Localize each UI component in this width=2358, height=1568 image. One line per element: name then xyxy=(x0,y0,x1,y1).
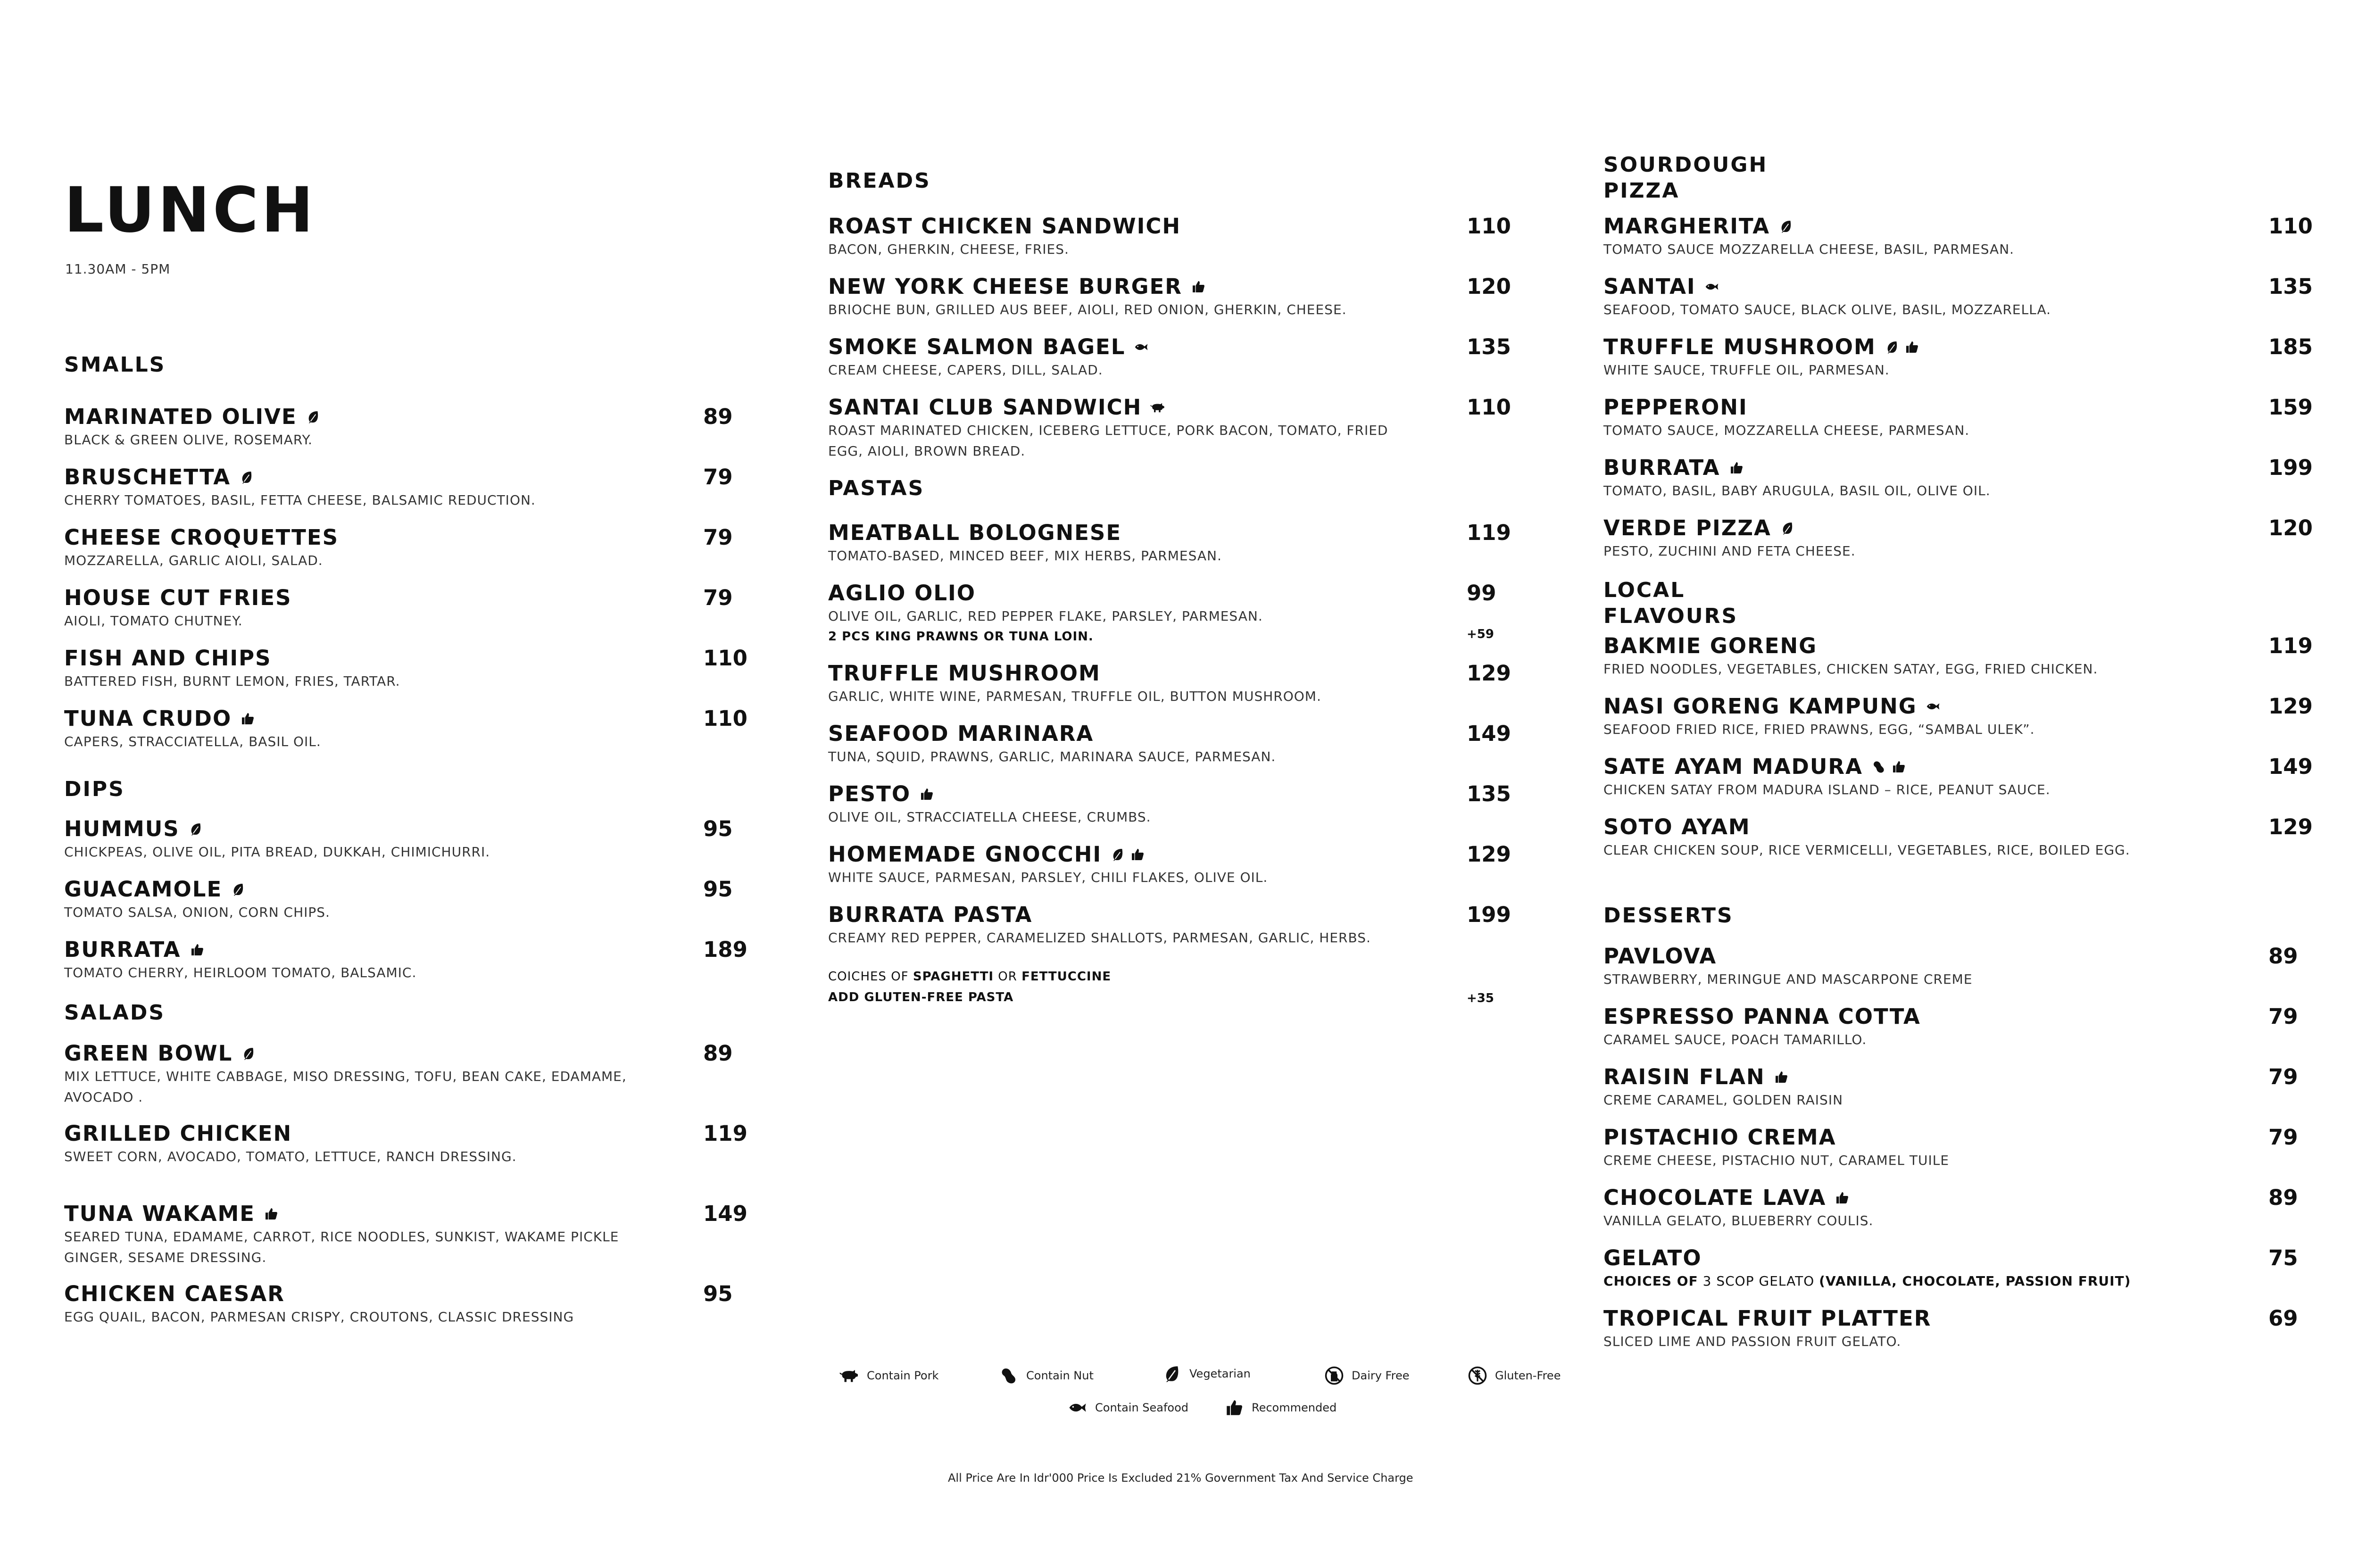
menu-item-description: SEAFOOD, TOMATO SAUCE, BLACK OLIVE, BASIL, MOZZARELLA. xyxy=(1603,302,2051,317)
menu-item-price: 95 xyxy=(703,1281,733,1306)
menu-item-price: 79 xyxy=(703,525,733,550)
menu-item-name-row xyxy=(64,1041,256,1066)
recommended-icon xyxy=(190,942,205,957)
menu-item-name-row xyxy=(1603,634,1817,658)
menu-item-name-row xyxy=(64,706,255,731)
menu-item-name: TRUFFLE MUSHROOM xyxy=(1603,334,1876,359)
menu-item-description: BATTERED FISH, BURNT LEMON, FRIES, TARTAR. xyxy=(64,673,400,689)
vegetarian-icon xyxy=(188,821,203,837)
menu-item xyxy=(1603,1125,2334,1171)
menu-item-name: CHEESE CROQUETTES xyxy=(64,525,339,550)
pasta-choice-spaghetti: SPAGHETTI xyxy=(913,970,994,984)
menu-item-description: ROAST MARINATED CHICKEN, ICEBERG LETTUCE, PORK BACON, TOMATO, FRIED EGG, AIOLI, BROWN BREAD. xyxy=(828,423,1388,459)
menu-item-description: TOMATO CHERRY, HEIRLOOM TOMATO, BALSAMIC. xyxy=(64,965,417,980)
menu-item-name-row xyxy=(1603,1306,1931,1331)
menu-item xyxy=(1603,1246,2334,1292)
menu-item xyxy=(1603,944,2334,990)
menu-item xyxy=(828,395,1512,462)
menu-item-icons xyxy=(1134,340,1149,355)
menu-item-icons xyxy=(190,942,205,957)
gluten-free-pasta-price: +35 xyxy=(1467,991,1494,1005)
menu-item-icons xyxy=(1926,699,1941,714)
menu-item-name-row xyxy=(1603,274,1719,299)
menu-item-description: OLIVE OIL, STRACCIATELLA CHEESE, CRUMBS. xyxy=(828,809,1151,825)
menu-item-name: PEPPERONI xyxy=(1603,395,1748,420)
pasta-choices-note xyxy=(828,967,1111,987)
menu-item-description: BACON, GHERKIN, CHEESE, FRIES. xyxy=(828,241,1069,257)
menu-item-description: TUNA, SQUID, PRAWNS, GARLIC, MARINARA SAUCE, PARMESAN. xyxy=(828,749,1276,764)
menu-item-name-row xyxy=(828,782,934,806)
menu-item-name: HUMMUS xyxy=(64,816,180,841)
menu-item-icons xyxy=(1191,279,1206,294)
menu-item-icons xyxy=(188,821,203,837)
recommended-icon xyxy=(1904,340,1919,355)
menu-item-name-row xyxy=(64,646,272,671)
menu-item-price: 89 xyxy=(2268,944,2298,969)
menu-item-name-row xyxy=(64,817,203,841)
menu-item xyxy=(828,581,1512,647)
menu-item-price: 149 xyxy=(2268,754,2313,779)
recommended-icon xyxy=(1891,759,1906,774)
menu-item-description: CLEAR CHICKEN SOUP, RICE VERMICELLI, VEGETABLES, RICE, BOILED EGG. xyxy=(1603,842,2130,858)
menu-item-price: 79 xyxy=(2268,1125,2298,1150)
legend-dairy-free xyxy=(1324,1366,1409,1385)
menu-item xyxy=(828,214,1512,260)
menu-item-description: MOZZARELLA, GARLIC AIOLI, SALAD. xyxy=(64,553,323,568)
menu-item-name-row xyxy=(64,465,254,489)
menu-item-icons xyxy=(1835,1190,1850,1205)
menu-item-name: NEW YORK CHEESE BURGER xyxy=(828,274,1182,299)
menu-item-price: 79 xyxy=(2268,1064,2298,1089)
menu-item xyxy=(64,465,748,511)
menu-item-price: 95 xyxy=(703,877,733,902)
menu-item-price: 199 xyxy=(2268,455,2313,480)
menu-item-icons xyxy=(1871,759,1906,774)
menu-item xyxy=(1603,634,2334,680)
seafood-icon xyxy=(1926,699,1941,714)
menu-item-name: ROAST CHICKEN SANDWICH xyxy=(828,214,1181,239)
menu-item-price: 135 xyxy=(1467,334,1511,359)
menu-item xyxy=(1603,456,2334,501)
menu-item xyxy=(1603,335,2334,381)
menu-item xyxy=(64,1282,748,1327)
menu-item-description: SWEET CORN, AVOCADO, TOMATO, LETTUCE, RANCH DRESSING. xyxy=(64,1149,517,1164)
menu-item-description: AIOLI, TOMATO CHUTNEY. xyxy=(64,613,243,629)
menu-item-description: BRIOCHE BUN, GRILLED AUS BEEF, AIOLI, RED ONION, GHERKIN, CHEESE. xyxy=(828,302,1347,317)
menu-item-name: GELATO xyxy=(1603,1245,1702,1270)
menu-item-name-row xyxy=(64,877,246,902)
legend-recommended xyxy=(1224,1398,1337,1418)
menu-item-name: CHICKEN CAESAR xyxy=(64,1281,285,1306)
menu-item-name: GRILLED CHICKEN xyxy=(64,1121,292,1146)
menu-item-addon-price: +59 xyxy=(1467,627,1494,641)
section-title-desserts: DESSERTS xyxy=(1603,904,1734,928)
menu-item xyxy=(64,1121,748,1167)
menu-item-name-row xyxy=(828,903,1032,927)
menu-item-name-row xyxy=(1603,1246,1702,1270)
menu-item-description: PESTO, ZUCHINI AND FETA CHEESE. xyxy=(1603,543,1856,559)
menu-item-name: VERDE PIZZA xyxy=(1603,515,1771,540)
menu-item xyxy=(64,817,748,863)
menu-item-name: FISH AND CHIPS xyxy=(64,646,272,671)
menu-item xyxy=(64,405,748,450)
menu-item xyxy=(1603,214,2334,260)
menu-item-name: SATE AYAM MADURA xyxy=(1603,754,1863,779)
vegetarian-icon xyxy=(1110,847,1125,862)
menu-item-name: MARINATED OLIVE xyxy=(64,404,297,429)
menu-item-name: TUNA WAKAME xyxy=(64,1201,256,1226)
menu-item-description: GARLIC, WHITE WINE, PARMESAN, TRUFFLE OIL, BUTTON MUSHROOM. xyxy=(828,689,1321,704)
menu-item-description: SEAFOOD FRIED RICE, FRIED PRAWNS, EGG, “SAMBAL ULEK”. xyxy=(1603,722,2035,737)
menu-item-name-row xyxy=(64,1282,285,1306)
menu-item xyxy=(64,706,748,752)
menu-item-price: 89 xyxy=(2268,1185,2298,1210)
menu-item xyxy=(828,842,1512,888)
menu-item-name: SANTAI CLUB SANDWICH xyxy=(828,395,1142,420)
menu-item-icons xyxy=(1150,400,1165,415)
menu-item-icons xyxy=(306,409,321,424)
recommended-icon xyxy=(264,1206,279,1221)
page-hours: 11.30AM - 5PM xyxy=(65,261,171,277)
menu-item-description: OLIVE OIL, GARLIC, RED PEPPER FLAKE, PARSLEY, PARMESAN. xyxy=(828,608,1263,624)
menu-item-price: 135 xyxy=(1467,781,1511,806)
recommended-icon xyxy=(1191,279,1206,294)
menu-item xyxy=(64,1202,748,1268)
menu-item xyxy=(828,782,1512,828)
legend-gluten-free-label: Gluten-Free xyxy=(1495,1369,1561,1382)
menu-item-name-row xyxy=(1603,815,1751,839)
nut-icon xyxy=(1871,759,1886,774)
vegetarian-icon xyxy=(231,882,246,897)
menu-item-description: SEARED TUNA, EDAMAME, CARROT, RICE NOODLES, SUNKIST, WAKAME PICKLE GINGER, SESAME DRESSING. xyxy=(64,1229,619,1265)
menu-item-description: CREME CARAMEL, GOLDEN RAISIN xyxy=(1603,1092,1843,1108)
menu-item-price: 199 xyxy=(1467,902,1511,927)
menu-item xyxy=(1603,395,2334,441)
menu-item-price: 110 xyxy=(703,646,747,671)
menu-item-price: 110 xyxy=(1467,214,1511,239)
menu-item-price: 69 xyxy=(2268,1306,2298,1331)
menu-item-price: 120 xyxy=(2268,515,2313,540)
vegetarian-icon xyxy=(306,409,321,424)
menu-item-name-row xyxy=(828,395,1165,420)
pork-icon xyxy=(839,1366,859,1385)
menu-item-name-row xyxy=(64,405,321,429)
menu-item-price: 119 xyxy=(1467,520,1511,545)
seafood-icon xyxy=(1068,1398,1088,1418)
pasta-choice-fettuccine: FETTUCCINE xyxy=(1021,970,1112,984)
menu-item-price: 120 xyxy=(1467,274,1511,299)
pork-icon xyxy=(1150,400,1165,415)
menu-item-price: 185 xyxy=(2268,334,2313,359)
section-title-local-flavours: LOCAL FLAVOURS xyxy=(1603,578,1738,628)
menu-item-name-row xyxy=(64,1121,292,1146)
menu-item-description: CARAMEL SAUCE, POACH TAMARILLO. xyxy=(1603,1032,1867,1047)
menu-item-icons xyxy=(239,470,254,485)
menu-item-name: MARGHERITA xyxy=(1603,214,1770,239)
menu-item-name-row xyxy=(1603,214,1793,239)
menu-item-name-row xyxy=(1603,1125,1836,1150)
menu-item xyxy=(828,661,1512,707)
menu-item-name: HOMEMADE GNOCCHI xyxy=(828,842,1102,867)
menu-item-description-prefix: CHOICES OF xyxy=(1603,1273,1698,1289)
menu-item-price: 129 xyxy=(1467,661,1511,686)
menu-item-description: CHERRY TOMATOES, BASIL, FETTA CHEESE, BALSAMIC REDUCTION. xyxy=(64,492,536,508)
menu-item-description: TOMATO SALSA, ONION, CORN CHIPS. xyxy=(64,904,330,920)
menu-item-name: NASI GORENG KAMPUNG xyxy=(1603,694,1917,719)
menu-item xyxy=(64,937,748,983)
section-title-salads: SALADS xyxy=(64,1001,166,1025)
menu-item-price: 129 xyxy=(2268,814,2313,839)
menu-item-name: TRUFFLE MUSHROOM xyxy=(828,661,1101,686)
menu-item-price: 79 xyxy=(703,465,733,489)
legend-nut-label: Contain Nut xyxy=(1026,1369,1094,1382)
menu-item-name-row xyxy=(1603,395,1748,420)
legend-seafood xyxy=(1068,1398,1188,1418)
menu-item-description: SLICED LIME AND PASSION FRUIT GELATO. xyxy=(1603,1334,1901,1349)
menu-item xyxy=(64,877,748,923)
menu-item xyxy=(1603,755,2334,800)
menu-item-name: BURRATA PASTA xyxy=(828,902,1033,927)
menu-item-name-row xyxy=(828,661,1101,686)
menu-column-middle xyxy=(828,0,1512,1415)
menu-item-name: AGLIO OLIO xyxy=(828,581,976,606)
legend-dairy-free-label: Dairy Free xyxy=(1352,1369,1410,1382)
legend-gluten-free xyxy=(1468,1366,1561,1385)
menu-item-price: 129 xyxy=(1467,842,1511,867)
menu-item-name: ESPRESSO PANNA COTTA xyxy=(1603,1004,1921,1029)
menu-item-name-row xyxy=(1603,1004,1921,1029)
nut-icon xyxy=(999,1366,1019,1385)
legend-pork-label: Contain Pork xyxy=(867,1369,939,1382)
legend-vegetarian xyxy=(1162,1364,1251,1384)
menu-item-icons xyxy=(241,1046,256,1061)
menu-item xyxy=(1603,1186,2334,1231)
menu-item-price: 89 xyxy=(703,404,733,429)
menu-item-price: 99 xyxy=(1467,581,1496,606)
menu-item-icons xyxy=(1885,340,1919,355)
section-title-smalls: SMALLS xyxy=(64,353,166,377)
pasta-choices-or: OR xyxy=(998,970,1017,984)
menu-item-description: MIX LETTUCE, WHITE CABBAGE, MISO DRESSING, TOFU, BEAN CAKE, EDAMAME, AVOCADO . xyxy=(64,1069,627,1105)
recommended-icon xyxy=(919,787,934,802)
menu-item-addon: 2 PCS KING PRAWNS OR TUNA LOIN. xyxy=(828,630,1094,644)
recommended-icon xyxy=(1774,1070,1789,1085)
menu-item xyxy=(828,274,1512,320)
menu-item-price: 159 xyxy=(2268,395,2313,420)
menu-item-icons xyxy=(1729,460,1744,475)
menu-item-name: PESTO xyxy=(828,781,911,806)
menu-item-description: CREAMY RED PEPPER, CARAMELIZED SHALLOTS, PARMESAN, GARLIC, HERBS. xyxy=(828,930,1371,946)
menu-item-description: TOMATO SAUCE MOZZARELLA CHEESE, BASIL, PARMESAN. xyxy=(1603,241,2015,257)
menu-item-description: STRAWBERRY, MERINGUE AND MASCARPONE CREME xyxy=(1603,971,1973,987)
menu-item xyxy=(1603,1306,2334,1352)
menu-item-description: BLACK & GREEN OLIVE, ROSEMARY. xyxy=(64,432,313,448)
recommended-icon xyxy=(240,711,255,726)
menu-item-name-row xyxy=(1603,1186,1850,1210)
menu-item-description: CREME CHEESE, PISTACHIO NUT, CARAMEL TUILE xyxy=(1603,1153,1950,1168)
menu-column-left xyxy=(64,0,748,1415)
menu-item-name-row xyxy=(828,842,1145,867)
menu-item-description: CREAM CHEESE, CAPERS, DILL, SALAD. xyxy=(828,362,1103,378)
menu-item-name: TUNA CRUDO xyxy=(64,706,232,731)
menu-item-description: WHITE SAUCE, PARMESAN, PARSLEY, CHILI FLAKES, OLIVE OIL. xyxy=(828,870,1268,885)
vegetarian-icon xyxy=(1162,1364,1182,1384)
menu-item xyxy=(1603,1004,2334,1050)
menu-item-description xyxy=(1603,1271,2193,1292)
menu-item-description: CHICKEN SATAY FROM MADURA ISLAND – RICE, PEANUT SAUCE. xyxy=(1603,782,2051,797)
menu-item-description: CHICKPEAS, OLIVE OIL, PITA BREAD, DUKKAH, CHIMICHURRI. xyxy=(64,844,490,860)
menu-item-description: WHITE SAUCE, TRUFFLE OIL, PARMESAN. xyxy=(1603,362,1890,378)
recommended-icon xyxy=(1835,1190,1850,1205)
menu-item-icons xyxy=(231,882,246,897)
menu-item xyxy=(1603,815,2334,861)
menu-item-name-row xyxy=(1603,755,1906,779)
menu-item-name-row xyxy=(1603,694,1941,719)
section-title-pastas: PASTAS xyxy=(828,476,925,500)
menu-column-right xyxy=(1603,0,2334,1415)
menu-item-icons xyxy=(1780,521,1795,536)
vegetarian-icon xyxy=(1885,340,1900,355)
legend-vegetarian-label: Vegetarian xyxy=(1189,1367,1251,1380)
menu-item-name-row xyxy=(1603,944,1717,969)
menu-item-price: 189 xyxy=(703,937,747,962)
menu-item xyxy=(64,586,748,631)
gluten-free-icon xyxy=(1468,1366,1487,1385)
vegetarian-icon xyxy=(239,470,254,485)
section-title-sourdough-pizza: SOURDOUGH PIZZA xyxy=(1603,153,1768,203)
menu-item xyxy=(1603,274,2334,320)
menu-item-price: 110 xyxy=(2268,214,2313,239)
vegetarian-icon xyxy=(1778,219,1793,234)
menu-item xyxy=(828,903,1512,948)
menu-item-name: BURRATA xyxy=(1603,455,1720,480)
menu-item-name-row xyxy=(64,937,205,962)
menu-item-name: CHOCOLATE LAVA xyxy=(1603,1185,1827,1210)
menu-item xyxy=(64,646,748,692)
menu-item-name-row xyxy=(828,214,1181,239)
menu-item-icons xyxy=(1778,219,1793,234)
legend-seafood-label: Contain Seafood xyxy=(1095,1401,1189,1414)
menu-item-name-row xyxy=(828,274,1206,299)
menu-item-description: EGG QUAIL, BACON, PARMESAN CRISPY, CROUTONS, CLASSIC DRESSING xyxy=(64,1309,574,1325)
menu-item-price: 75 xyxy=(2268,1245,2298,1270)
legend-recommended-label: Recommended xyxy=(1252,1401,1337,1414)
menu-item-price: 89 xyxy=(703,1041,733,1066)
menu-item-description: CAPERS, STRACCIATELLA, BASIL OIL. xyxy=(64,734,321,749)
seafood-icon xyxy=(1704,279,1719,294)
menu-item-name: SOTO AYAM xyxy=(1603,814,1751,839)
pasta-choices-prefix: COICHES OF xyxy=(828,970,909,984)
menu-item-description: FRIED NOODLES, VEGETABLES, CHICKEN SATAY, EGG, FRIED CHICKEN. xyxy=(1603,661,2098,677)
menu-item xyxy=(828,521,1512,566)
menu-item-icons xyxy=(1774,1070,1789,1085)
menu-item-name: GREEN BOWL xyxy=(64,1041,233,1066)
menu-item-name: SMOKE SALMON BAGEL xyxy=(828,334,1126,359)
menu-item-price: 95 xyxy=(703,816,733,841)
menu-item-name: SEAFOOD MARINARA xyxy=(828,721,1094,746)
menu-item-description-suffix: (VANILLA, CHOCOLATE, PASSION FRUIT) xyxy=(1819,1273,2131,1289)
menu-item-price: 119 xyxy=(703,1121,747,1146)
menu-item-name: BAKMIE GORENG xyxy=(1603,633,1818,658)
menu-item xyxy=(1603,516,2334,562)
menu-item-price: 119 xyxy=(2268,633,2313,658)
menu-item-name-row xyxy=(828,521,1121,545)
menu-item-name-row xyxy=(828,335,1149,359)
menu-item-name: BURRATA xyxy=(64,937,181,962)
menu-item-price: 135 xyxy=(2268,274,2313,299)
menu-item-name-row xyxy=(64,1202,279,1226)
menu-item-price: 79 xyxy=(703,585,733,610)
recommended-icon xyxy=(1224,1398,1244,1418)
menu-item-icons xyxy=(919,787,934,802)
menu-item-description: TOMATO, BASIL, BABY ARUGULA, BASIL OIL, OLIVE OIL. xyxy=(1603,483,1991,498)
menu-item-name: SANTAI xyxy=(1603,274,1696,299)
menu-item-name-row xyxy=(64,525,339,550)
recommended-icon xyxy=(1130,847,1145,862)
menu-item-name: MEATBALL BOLOGNESE xyxy=(828,520,1122,545)
menu-item xyxy=(64,525,748,571)
dairy-free-icon xyxy=(1324,1366,1344,1385)
vegetarian-icon xyxy=(241,1046,256,1061)
menu-item-name-row xyxy=(64,586,291,610)
menu-item xyxy=(828,722,1512,767)
gluten-free-pasta-option: ADD GLUTEN-FREE PASTA xyxy=(828,990,1014,1004)
menu-item-name-row xyxy=(1603,456,1744,480)
menu-item xyxy=(64,1041,748,1108)
menu-item-icons xyxy=(1110,847,1145,862)
section-title-breads: BREADS xyxy=(828,169,931,193)
menu-item-description: VANILLA GELATO, BLUEBERRY COULIS. xyxy=(1603,1213,1874,1228)
menu-item-icons xyxy=(1704,279,1719,294)
menu-item-icons xyxy=(240,711,255,726)
section-title-dips: DIPS xyxy=(64,777,125,801)
menu-item-name: HOUSE CUT FRIES xyxy=(64,585,292,610)
menu-item-icons xyxy=(264,1206,279,1221)
menu-item-price: 110 xyxy=(1467,395,1511,420)
menu-item-name: BRUSCHETTA xyxy=(64,465,231,489)
vegetarian-icon xyxy=(1780,521,1795,536)
menu-item-description: TOMATO SAUCE, MOZZARELLA CHEESE, PARMESAN. xyxy=(1603,423,1970,438)
menu-item-name-row xyxy=(828,722,1094,746)
legend-nut xyxy=(999,1366,1094,1385)
menu-item-name: TROPICAL FRUIT PLATTER xyxy=(1603,1306,1932,1331)
menu-item xyxy=(1603,1065,2334,1111)
recommended-icon xyxy=(1729,460,1744,475)
legend-pork xyxy=(839,1366,938,1385)
price-footnote: All Price Are In Idr'000 Price Is Excluded 21% Government Tax And Service Charge xyxy=(948,1471,1413,1485)
menu-item-price: 149 xyxy=(703,1201,747,1226)
menu-item-name-row xyxy=(828,581,976,606)
menu-item-price: 149 xyxy=(1467,721,1511,746)
seafood-icon xyxy=(1134,340,1149,355)
menu-item-price: 110 xyxy=(703,706,747,731)
menu-item-name-row xyxy=(1603,335,1919,359)
menu-item-name: RAISIN FLAN xyxy=(1603,1064,1765,1089)
menu-item-description-mid: 3 SCOP GELATO xyxy=(1702,1273,1815,1289)
menu-item-name: PAVLOVA xyxy=(1603,944,1717,969)
menu-item-price: 79 xyxy=(2268,1004,2298,1029)
menu-item xyxy=(1603,694,2334,740)
menu-item-name-row xyxy=(1603,516,1795,540)
page-title: LUNCH xyxy=(64,174,316,247)
menu-item-name: PISTACHIO CREMA xyxy=(1603,1125,1836,1150)
menu-item-name: GUACAMOLE xyxy=(64,877,223,902)
menu-item-price: 129 xyxy=(2268,694,2313,719)
menu-item-description: TOMATO-BASED, MINCED BEEF, MIX HERBS, PARMESAN. xyxy=(828,548,1222,564)
menu-item-name-row xyxy=(1603,1065,1789,1089)
menu-item xyxy=(828,335,1512,381)
